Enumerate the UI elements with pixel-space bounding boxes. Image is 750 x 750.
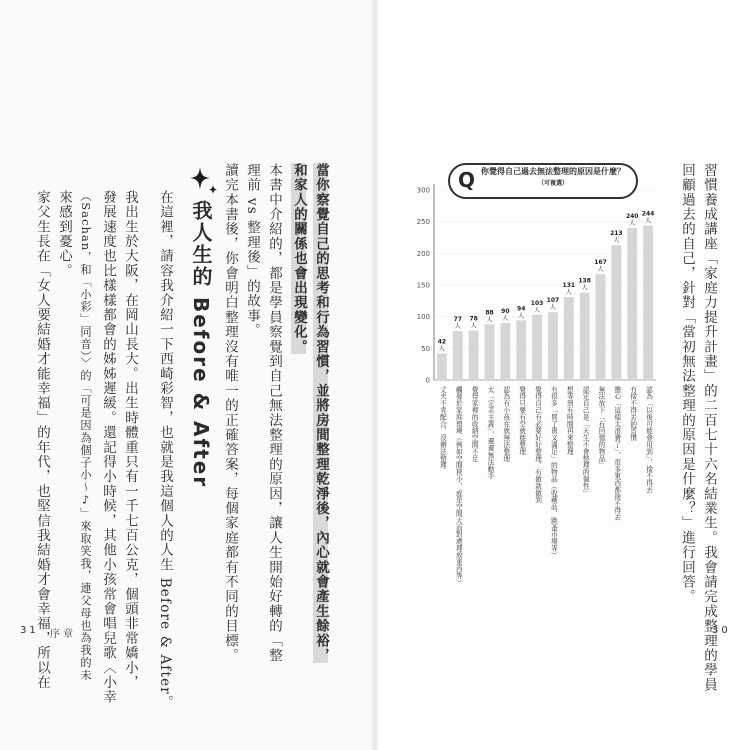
bar-value-label: 244	[641, 210, 655, 218]
category-label: 丈夫不肯配合，沒辦法整理	[438, 386, 447, 469]
category-label: 覺得自己有必要好好整理，有做就做到	[533, 386, 542, 504]
bar	[453, 331, 463, 380]
y-tick-label: 0	[425, 376, 430, 385]
bar-unit-label: 人	[581, 284, 588, 292]
left-column-4: 理前 vs 整理後」的故事。	[244, 163, 260, 338]
sparkle-icon	[186, 165, 218, 197]
bar	[516, 320, 526, 380]
bar-value-label: 90	[501, 308, 510, 315]
category-label: 認為「以後可能會用到」，捨不得丟	[644, 386, 653, 494]
bar	[469, 331, 479, 380]
left-column-5: 讀完本書後，你會明白整理沒有唯一的正確答案，每個家庭都有不同的目標。	[222, 163, 238, 663]
bar-unit-label: 人	[549, 304, 556, 312]
category-label: 有很多「買了貴又滿足」的物品（收藏品、跳蚤市場等）	[549, 386, 558, 559]
bar	[596, 274, 606, 380]
bar-unit-label: 人	[454, 323, 461, 331]
category-label: 覺得家裡的收納空間不足	[470, 386, 479, 462]
left-column-7: 我出生於大阪，在岡山長大。出生時體重只有一千七百公克，個頭非常嬌小，	[122, 190, 138, 690]
bar-unit-label: 人	[613, 237, 620, 245]
bar	[611, 245, 621, 380]
bar	[437, 353, 447, 380]
section-heading: 我人生的 Before & After	[189, 200, 213, 489]
bar	[548, 312, 558, 380]
y-tick-label: 50	[421, 344, 430, 353]
bar-value-label: 138	[578, 277, 591, 285]
question-label: Q	[458, 168, 476, 192]
bar-value-label: 167	[594, 259, 607, 267]
bar-value-label: 78	[469, 315, 478, 323]
category-label: 無法放下「有回憶的物品」	[597, 386, 605, 469]
left-column-9: （Sachan，和「小彩」同音）〉的「可是因為個子小～♪」來取笑我，連父母也為我的未	[79, 190, 92, 682]
y-tick-label: 100	[416, 313, 430, 322]
category-label: 想等到有時間再來整理	[565, 386, 574, 455]
category-label: 有捨不得丟的習慣	[628, 386, 637, 442]
bar	[532, 315, 542, 380]
left-column-8: 發展速度也比樣樣都會的姊姊遲緩。還記得小時候，其他小孩常會唱兒歌〈小幸	[100, 190, 116, 705]
left-column-11: 家父生長在「女人要結婚才能幸福」的年代，也堅信我結婚才會幸福，所以在	[34, 190, 50, 690]
bar	[643, 225, 653, 380]
bar	[627, 228, 637, 380]
bar-value-label: 240	[625, 213, 639, 220]
left-column-1: 當你察覺自己的思考和行為習慣，並將房間整理乾淨後，內心就會產生餘裕，	[313, 163, 329, 663]
right-column-1: 習慣養成講座「家庭力提升計畫」的二百七十六名結業生。我會請完成整理的學員	[701, 163, 717, 693]
bar-unit-label: 人	[502, 315, 509, 322]
left-column-10: 來感到憂心。	[56, 190, 72, 279]
running-head: 序章	[50, 629, 76, 640]
bar-value-label: 107	[546, 297, 560, 305]
bar-unit-label: 人	[470, 322, 477, 330]
right-column-2: 回顧過去的自己，針對「當初無法整理的原因是什麼？」進行回答。	[679, 163, 695, 604]
category-label: 認為有小孩在就無法整理	[501, 386, 510, 462]
y-tick-label: 300	[416, 186, 430, 195]
left-column-6: 在這裡，請容我介紹一下西崎彩智，也就是我這個人的人生 Before & After。	[157, 190, 173, 710]
bar-value-label: 77	[453, 316, 462, 324]
bar-unit-label: 人	[645, 217, 652, 225]
category-label: 太「完美主義」，遲遲無法動手	[486, 386, 494, 480]
bar-unit-label: 人	[534, 306, 541, 314]
bar-unit-label: 人	[565, 289, 572, 297]
left-column-3: 本書中介紹的，都是學員察覺到自己無法整理的原因，讓人生開始好轉的「整	[266, 163, 282, 663]
category-label: 擔心「這樣太浪費了」，很多東西都捨不得丟	[612, 386, 621, 521]
category-label: 認定自己是「天生不會整理的個性」	[581, 386, 590, 497]
bar	[580, 293, 590, 380]
bar-value-label: 213	[610, 230, 623, 238]
bar-value-label: 88	[485, 309, 494, 317]
right-page-number: 30	[712, 625, 731, 636]
category-label: 覺得只要有空就能整理	[517, 386, 526, 455]
bar-value-label: 103	[530, 299, 544, 307]
bar	[485, 324, 495, 380]
left-column-2: 和家人的關係也會出現變化。	[291, 163, 307, 355]
bar-unit-label: 人	[518, 312, 525, 320]
bar-unit-label: 人	[597, 266, 604, 274]
bar-unit-label: 人	[438, 345, 445, 353]
book-gutter	[372, 0, 378, 750]
y-tick-label: 200	[416, 249, 430, 258]
y-tick-label: 150	[416, 281, 430, 290]
y-tick-label: 250	[416, 218, 430, 227]
chart-title-text: 你覺得自己過去無法整理的原因是什麼？	[481, 167, 625, 176]
bar	[564, 297, 574, 380]
left-page-number: 31	[20, 625, 39, 636]
chart-title	[478, 166, 628, 189]
bar-value-label: 94	[517, 305, 526, 313]
bar-value-label: 42	[437, 338, 447, 346]
bar	[500, 323, 510, 380]
category-label: 觸發於家庭環境（例如空間狹小，或是空間大而對處理放東西等）	[454, 386, 463, 587]
chart-title-note: （可複選）	[537, 180, 568, 187]
bar-value-label: 131	[562, 282, 576, 290]
bar-unit-label: 人	[629, 220, 636, 227]
bar-unit-label: 人	[486, 316, 493, 324]
